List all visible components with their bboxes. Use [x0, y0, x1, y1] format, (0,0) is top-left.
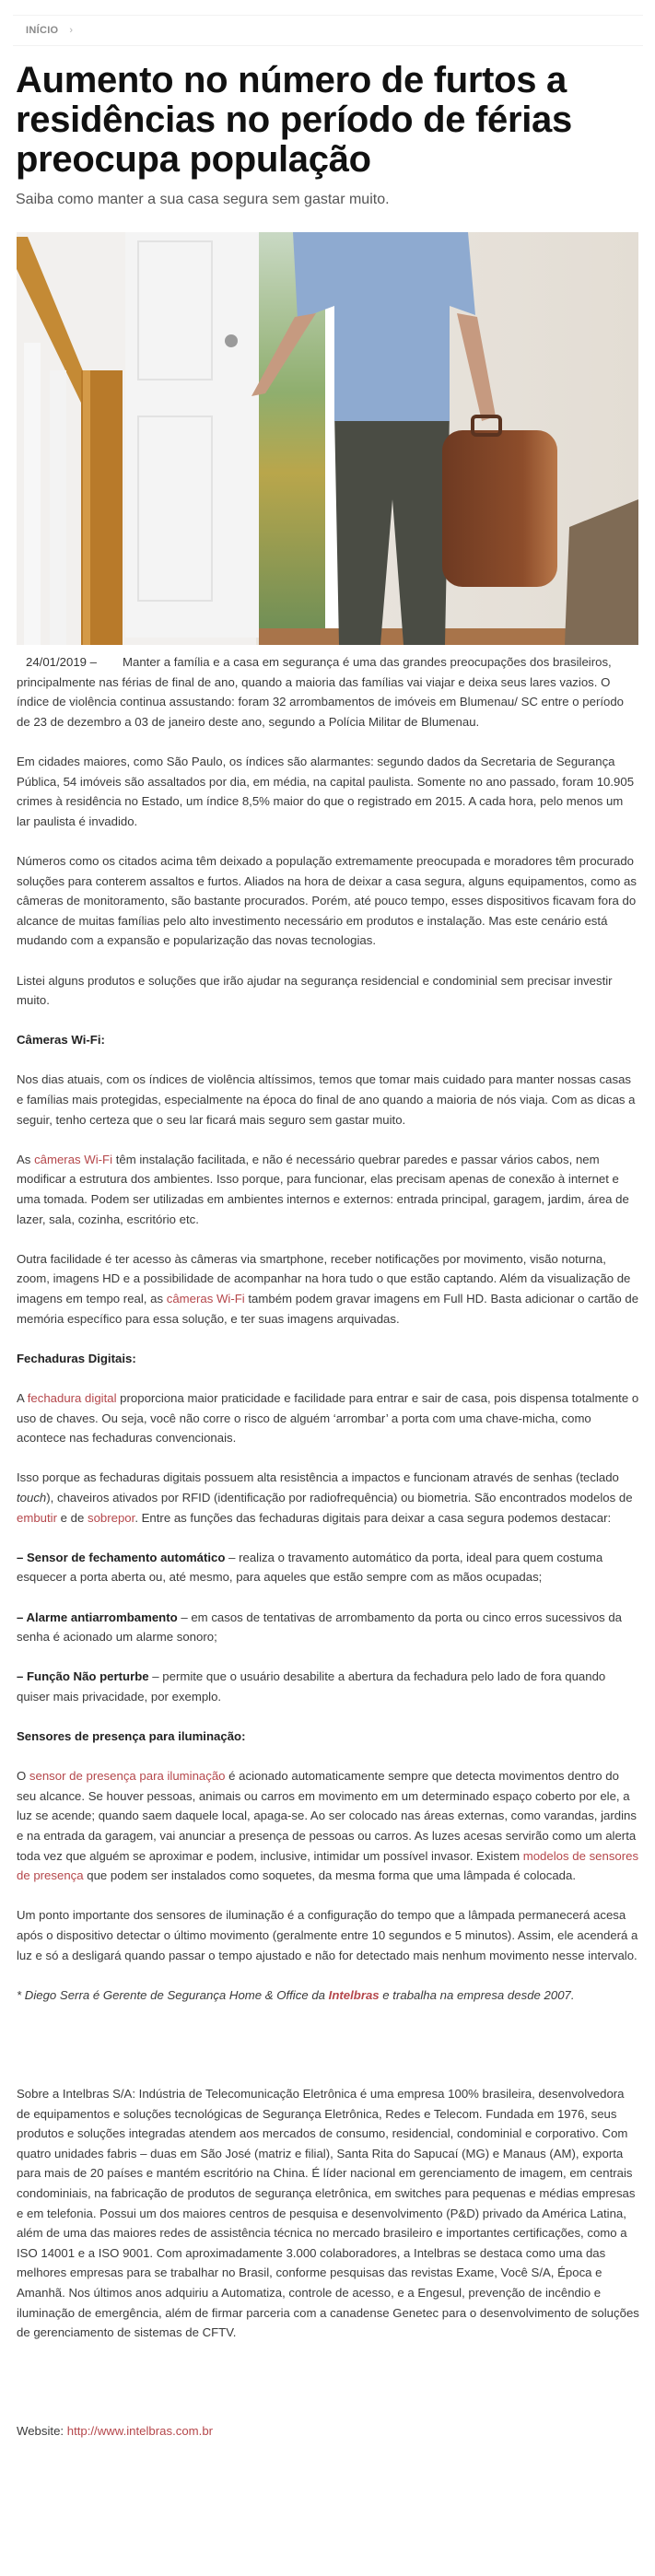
- paragraph: [17, 1766, 639, 1886]
- feature-title: – Sensor de fechamento automático: [17, 1550, 226, 1564]
- intelbras-link[interactable]: Intelbras: [328, 1987, 380, 2002]
- lead-text: Manter a família e a casa em segurança é uma das grandes preocupações dos brasileiros, principalmente nas férias de final de ano, quando a maioria das famílias vai viajar e deixa seus lares vazios. O índice de violência continua assustando: foram 32 arrombamentos de imóveis em Blumenau/ SC entre o período de 23 de dezembro a 03 de janeiro deste ano, segundo a Polícia Militar de Blumenau.: [17, 655, 625, 729]
- article-lead: [17, 652, 639, 732]
- feature-title: – Alarme antiarrombamento: [17, 1610, 178, 1624]
- page-title: Aumento no número de furtos a residências no período de férias preocupa população: [16, 60, 572, 180]
- paragraph: Um ponto importante dos sensores de iluminação é a configuração do tempo que a lâmpada permanecerá acesa após o dispositivo detectar o último movimento (geralmente entre 10 segundos e 5 minutos). Assim, ele acenderá a luz e só a desligará quando passar o tempo ajustado e não for detectado mais nenhum movimento nesse intervalo.: [17, 1908, 638, 1962]
- feature-item: [17, 1667, 639, 1706]
- feature-text: – em casos de tentativas de arrombamento da porta ou cinco erros sucessivos da senha é acionado um alarme sonoro;: [17, 1610, 623, 1645]
- cameras-wifi-link[interactable]: câmeras Wi-Fi: [34, 1152, 113, 1166]
- website-link[interactable]: http://www.intelbras.com.br: [66, 2424, 214, 2439]
- website-label: Website:: [17, 2424, 67, 2439]
- paragraph: Listei alguns produtos e soluções que irão ajudar na segurança residencial e condominial sem precisar investir muito.: [17, 973, 613, 1008]
- text: A: [17, 1390, 28, 1405]
- text: proporciona maior praticidade e facilidade para entrar e sair de casa, pois dispensa totalmente o uso de chaves. Ou seja, você não corre o risco de alguém ‘arrombar’ a porta com uma chave-micha, como acontece nas fechaduras convencionais.: [17, 1390, 639, 1446]
- feature-item: [17, 1608, 639, 1647]
- cameras-wifi-link[interactable]: câmeras Wi-Fi: [166, 1292, 245, 1306]
- feature-text: – permite que o usuário desabilite a abertura da fechadura pelo lado de fora quando quiser mais privacidade, por exemplo.: [17, 1669, 606, 1704]
- text: . Entre as funções das fechaduras digitais para deixar a casa segura podemos destacar:: [135, 1510, 612, 1525]
- paragraph: Nos dias atuais, com os índices de violência altíssimos, temos que tomar mais cuidado para manter nossas casas e famílias mais protegidas, especialmente na época do final de ano quando a maioria de nós viaja. Com as dicas a seguir, tenho certeza que o seu lar ficará mais seguro sem gastar muito.: [17, 1072, 636, 1127]
- publish-date: 24/01/2019 –: [26, 655, 98, 669]
- presence-sensor-link[interactable]: sensor de presença para iluminação: [29, 1769, 226, 1784]
- text: * Diego Serra é Gerente de Segurança Home & Office da: [17, 1987, 329, 2002]
- section-heading-cameras: Câmeras Wi-Fi:: [17, 1033, 105, 1048]
- website-line: [17, 2421, 639, 2441]
- section-heading-sensors: Sensores de presença para iluminação:: [17, 1729, 246, 1744]
- hero-illustration: [17, 232, 638, 645]
- sobrepor-link[interactable]: sobrepor: [87, 1510, 135, 1525]
- paragraph: [17, 1150, 639, 1229]
- author-note: [17, 1985, 639, 2006]
- text: e de: [56, 1510, 88, 1525]
- chevron-right-icon: ›: [69, 25, 74, 36]
- paragraph: Números como os citados acima têm deixado a população extremamente preocupada e moradores têm procurado soluções para conterem assaltos e furtos. Aliados na hora de deixar a casa segura, alguns equipamentos, como as câmeras de monitoramento, são bastante procurados. Porém, até pouco tempo, esses dispositivos ficavam fora do alcance de muitas famílias pelo alto investimento necessário em produtos e instalação. Mas este cenário está mudando com a expansão e popularização das novas tecnologias.: [17, 853, 637, 948]
- about-company: Sobre a Intelbras S/A: Indústria de Telecomunicação Eletrônica é uma empresa 100% brasileira, desenvolvedora de equipamentos e soluções tecnológicas de Segurança Eletrônica, Redes e Telecom. Fundada em 1976, seus produtos e soluções integradas atendem aos mercados de consumo, residencial, condominial e corporativo. Com quatro unidades fabris – duas em São José (matriz e filial), Santa Rita do Sapucaí (MG) e Manaus (AM), exporta para mais de 20 países e mantém escritório na China. É líder nacional em gerenciamento de imagem, em centrais condominiais, na fabricação de produtos de segurança eletrônica, em switches para pequenas e médias empresas e em telefonia. Possui um dos maiores centros de pesquisa e desenvolvimento (P&D) privado da América Latina, além de uma das maiores redes de assistência técnica no mercado brasileiro e importantes certificações, como a ISO 14001 e a ISO 9001. Com aproximadamente 3.000 colaboradores, a Intelbras se destaca como uma das melhores empresas para se trabalhar no Brasil, conforme pesquisas das revistas Exame, Você S/A, Época e Amanhã. Nos últimos anos adquiriu a Automatiza, controle de acesso, e a Engesul, prevenção de incêndio e iluminação de emergência, além de firmar parceria com a canadense Genetec para o desenvolvimento de soluções de gerenciamento de sistemas de CFTV.: [17, 2086, 639, 2340]
- text: O: [17, 1769, 29, 1784]
- text: e trabalha na empresa desde 2007.: [379, 1987, 575, 2002]
- paragraph: [17, 1249, 639, 1329]
- text: Isso porque as fechaduras digitais possuem alta resistência a impactos e funcionam através de senhas (teclado: [17, 1470, 619, 1485]
- hero-image: [17, 232, 638, 645]
- text: As: [17, 1152, 35, 1166]
- text: também podem gravar imagens em Full HD. Basta adicionar o cartão de memória específico para essa solução, e ter suas imagens arquivadas.: [17, 1292, 639, 1326]
- breadcrumb-home-link[interactable]: INÍCIO: [26, 25, 59, 36]
- embutir-link[interactable]: embutir: [17, 1510, 57, 1525]
- page-subtitle: Saiba como manter a sua casa segura sem gastar muito.: [16, 192, 390, 207]
- feature-text: – realiza o travamento automático da porta, ideal para quem costuma esquecer a porta aberta ou, até mesmo, para aqueles que estão sempre com as mãos ocupadas;: [17, 1550, 603, 1585]
- article-body: [17, 652, 639, 2461]
- italic-text: touch: [17, 1490, 47, 1505]
- feature-title: – Função Não perturbe: [17, 1669, 149, 1684]
- paragraph: Em cidades maiores, como São Paulo, os índices são alarmantes: segundo dados da Secretaria de Segurança Pública, 54 imóveis são assaltados por dia, em média, na capital paulista. Somente no ano passado, foram 10.905 crimes à residência no Estado, um índice 8,5% maior do que o registrado em 2015. A cada hora, pelo menos um lar paulista é invadido.: [17, 754, 635, 828]
- breadcrumb: [13, 15, 643, 46]
- text: Outra facilidade é ter acesso às câmeras via smartphone, receber notificações por movimento, visão noturna, zoom, imagens HD e a possibilidade de acompanhar na hora tudo o que estão captando. Além da visualização de imagens em tempo real, as: [17, 1251, 631, 1306]
- paragraph: [17, 1468, 639, 1528]
- text: têm instalação facilitada, e não é necessário quebrar paredes e passar vários cabos, nem modificar a estrutura dos ambientes. Isso porque, para funcionar, elas precisam apenas de conexão à internet e uma tomada. Podem ser utilizadas em ambientes internos e externos: entrada principal, garagem, jardim, área de lazer, sala, cozinha, escritório etc.: [17, 1152, 629, 1226]
- text: ), chaveiros ativados por RFID (identificação por radiofrequência) ou biometria. São encontrados modelos de: [46, 1490, 633, 1505]
- text: é acionado automaticamente sempre que detecta movimentos dentro do seu alcance. Se houver pessoas, animais ou carros em movimento em um determinado espaço coberto por ele, a luz se acende; quando saem daquele local, apaga-se. Ao ser colocado nas áreas externas, como varandas, jardins e na entrada da garagem, vai anunciar a presença de pessoas ou carros. As luzes acesas servirão como um alerta toda vez que alguém se aproximar e podem, inclusive, intimidar um possível invasor. Existem: [17, 1769, 637, 1863]
- section-heading-locks: Fechaduras Digitais:: [17, 1351, 136, 1365]
- feature-item: [17, 1548, 639, 1587]
- paragraph: [17, 1388, 639, 1448]
- text: que podem ser instalados como soquetes, da mesma forma que uma lâmpada é colocada.: [83, 1868, 576, 1883]
- digital-lock-link[interactable]: fechadura digital: [27, 1390, 117, 1405]
- presence-sensor-models-link[interactable]: modelos de sensores de presença: [17, 1848, 639, 1883]
